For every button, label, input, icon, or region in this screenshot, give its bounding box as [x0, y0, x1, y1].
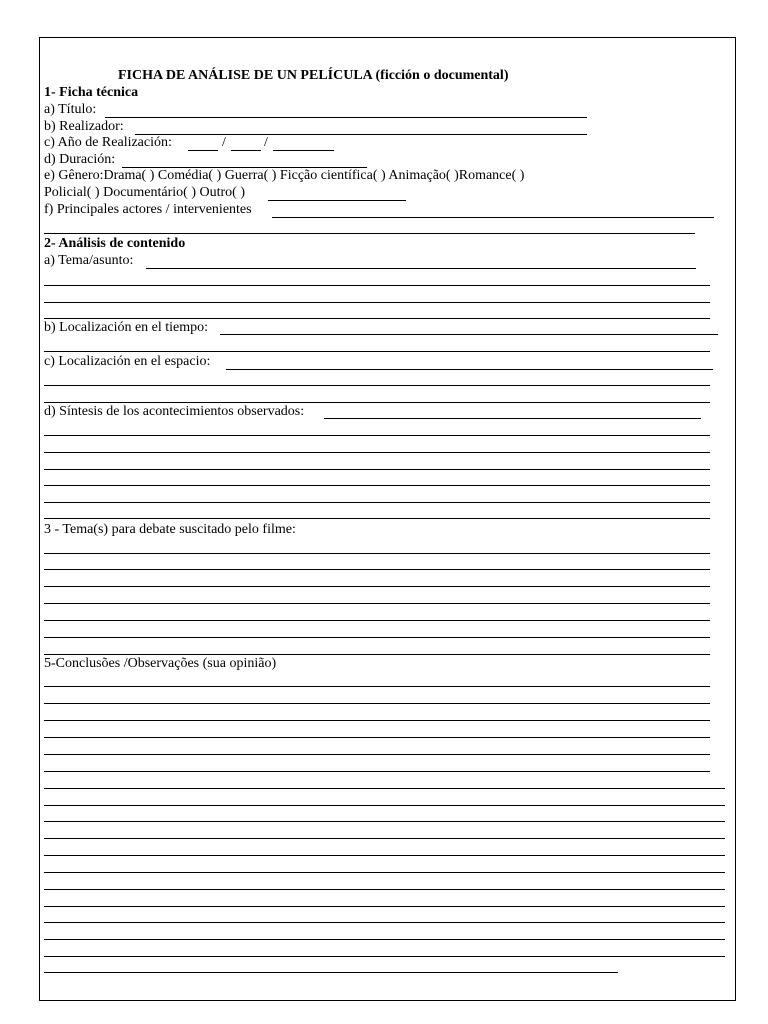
answer-line[interactable]: [44, 351, 710, 352]
answer-line[interactable]: [44, 385, 710, 386]
answer-line[interactable]: [44, 889, 725, 890]
answer-line[interactable]: [44, 821, 725, 822]
field-line-espacio[interactable]: [226, 369, 713, 370]
field-line-tiempo[interactable]: [220, 334, 718, 335]
field-line-ano-year[interactable]: [273, 150, 334, 151]
field-line-titulo[interactable]: [105, 117, 587, 118]
answer-line[interactable]: [44, 435, 710, 436]
field-line-ano-day[interactable]: [188, 150, 218, 151]
answer-line[interactable]: [44, 502, 710, 503]
answer-line[interactable]: [44, 872, 725, 873]
field-label-sintesis: d) Síntesis de los acontecimientos observados:: [44, 404, 305, 419]
answer-line[interactable]: [44, 518, 710, 519]
answer-line[interactable]: [44, 302, 710, 303]
form-title: FICHA DE ANÁLISE DE UN PELÍCULA (ficción o documental): [118, 68, 509, 83]
answer-line[interactable]: [44, 452, 710, 453]
answer-line[interactable]: [44, 603, 710, 604]
answer-line[interactable]: [44, 855, 725, 856]
answer-line[interactable]: [44, 805, 725, 806]
field-line-ano-month[interactable]: [231, 150, 261, 151]
field-line-realizador[interactable]: [135, 134, 587, 135]
answer-line[interactable]: [44, 754, 710, 755]
field-label-tema: a) Tema/asunto:: [44, 253, 134, 268]
answer-line[interactable]: [44, 569, 710, 570]
section-1-heading: 1- Ficha técnica: [44, 85, 139, 100]
field-label-espacio: c) Localización en el espacio:: [44, 354, 211, 369]
answer-line[interactable]: [44, 469, 710, 470]
answer-line[interactable]: [44, 906, 725, 907]
field-label-realizador: b) Realizador:: [44, 119, 124, 134]
answer-line[interactable]: [44, 956, 725, 957]
answer-line[interactable]: [44, 703, 710, 704]
field-line-actores-cont[interactable]: [44, 233, 695, 234]
field-line-genero-outro[interactable]: [268, 200, 406, 201]
answer-line[interactable]: [44, 737, 710, 738]
field-label-genero-cont: Policial( ) Documentário( ) Outro( ): [44, 185, 245, 200]
answer-line[interactable]: [44, 654, 710, 655]
answer-line[interactable]: [44, 402, 710, 403]
answer-line[interactable]: [44, 637, 710, 638]
date-separator: /: [222, 135, 226, 150]
answer-line[interactable]: [44, 939, 725, 940]
answer-line[interactable]: [44, 586, 710, 587]
section-5-heading: 5-Conclusões /Observações (sua opinião): [44, 656, 277, 671]
section-2-heading: 2- Análisis de contenido: [44, 236, 186, 251]
field-label-ano: c) Año de Realización:: [44, 135, 172, 150]
field-label-duracion: d) Duración:: [44, 152, 116, 167]
answer-line[interactable]: [44, 788, 725, 789]
field-line-sintesis[interactable]: [324, 418, 701, 419]
answer-line[interactable]: [44, 285, 710, 286]
answer-line[interactable]: [44, 771, 710, 772]
answer-line[interactable]: [44, 318, 710, 319]
answer-line[interactable]: [44, 620, 710, 621]
answer-line[interactable]: [44, 838, 725, 839]
date-separator: /: [264, 135, 268, 150]
field-label-genero: e) Gênero:Drama( ) Comédia( ) Guerra( ) Ficção científica( ) Animação( )Romance( ): [44, 168, 525, 183]
field-label-actores: f) Principales actores / intervenientes: [44, 202, 252, 217]
answer-line[interactable]: [44, 972, 618, 973]
answer-line[interactable]: [44, 720, 710, 721]
answer-line[interactable]: [44, 485, 710, 486]
field-label-titulo: a) Título:: [44, 102, 97, 117]
answer-line[interactable]: [44, 922, 725, 923]
answer-line[interactable]: [44, 686, 710, 687]
section-3-heading: 3 - Tema(s) para debate suscitado pelo filme:: [44, 522, 296, 537]
field-line-tema[interactable]: [146, 268, 696, 269]
field-label-tiempo: b) Localización en el tiempo:: [44, 320, 209, 335]
field-line-actores[interactable]: [272, 217, 714, 218]
answer-line[interactable]: [44, 553, 710, 554]
